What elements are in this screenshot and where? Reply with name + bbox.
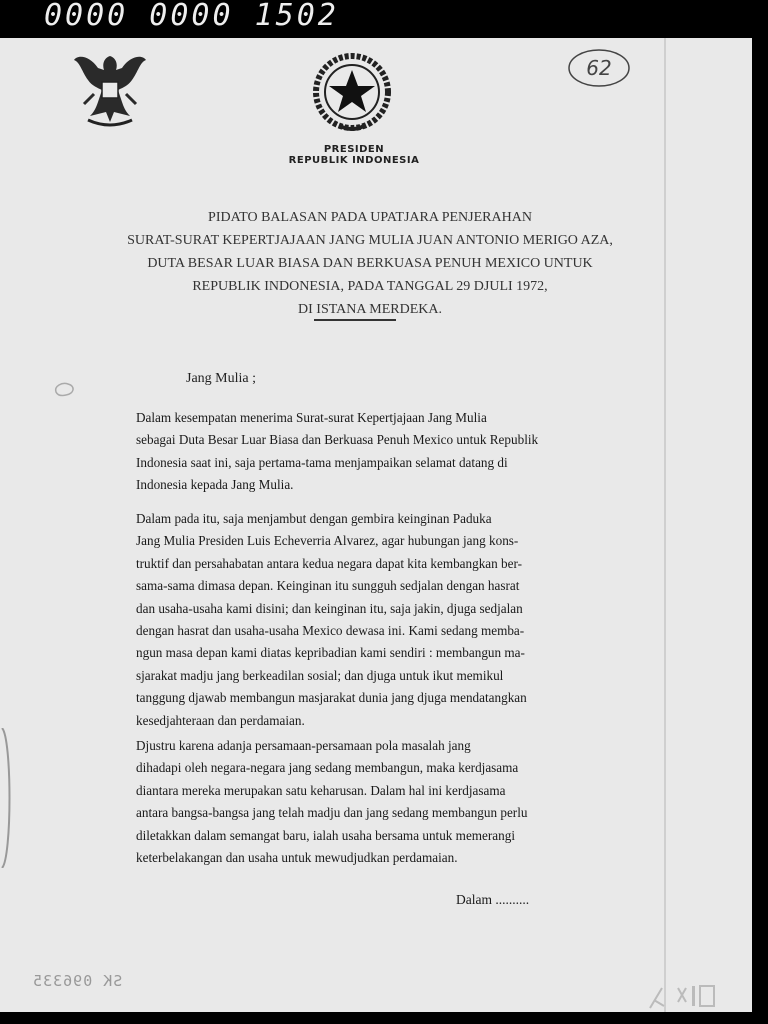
paragraph-line: Indonesia kepada Jang Mulia.: [136, 477, 294, 493]
paragraph-1: [136, 407, 636, 497]
document-page: [0, 38, 752, 1012]
title-line: SURAT-SURAT KEPERTJAJAAN JANG MULIA JUAN ANTONIO MERIGO AZA,: [127, 233, 613, 248]
paragraph-line: antara bangsa-bangsa jang telah madju dan jang sedang membangun perlu: [136, 805, 528, 821]
title-line: DUTA BESAR LUAR BIASA DAN BERKUASA PENUH MEXICO UNTUK: [147, 256, 593, 271]
paragraph-line: tanggung djawab membangun masjarakat dunia jang djuga mendatangkan: [136, 690, 527, 706]
paper-edge: [664, 38, 666, 1012]
paragraph-line: ngun masa depan kami diatas kepribadian kami sendiri : membangun ma-: [136, 645, 525, 661]
title-line: REPUBLIK INDONESIA, PADA TANGGAL 29 DJULI 1972,: [192, 279, 548, 294]
paragraph-line: keterbelakangan dan usaha untuk mewudjudkan perdamaian.: [136, 850, 458, 866]
presidential-seal-icon: [310, 50, 394, 134]
closing-text: Dalam ..........: [456, 892, 530, 907]
paragraph-line: dihadapi oleh negara-negara jang sedang membangun, maka kerdjasama: [136, 760, 519, 776]
paragraph-line: truktif dan persahabatan antara kedua negara dapat kita kembangkan ber-: [136, 555, 523, 571]
paragraph-line: sebagai Duta Besar Luar Biasa dan Berkuasa Penuh Mexico untuk Republik: [136, 432, 539, 448]
ink-blot-icon: [52, 380, 78, 398]
paragraph-2: [136, 508, 636, 732]
title-line: DI ISTANA MERDEKA.: [298, 302, 442, 317]
paragraph-line: diantara mereka merupakan satu keharusan. Dalam hal ini kerdjasama: [136, 782, 506, 798]
paragraph-line: kesedjahteraan dan perdamaian.: [136, 712, 305, 728]
letterhead-line-2: REPUBLIK INDONESIA: [288, 155, 420, 166]
paragraph-line: dengan hasrat dan usaha-usaha Mexico dewasa ini. Kami sedang memba-: [136, 623, 525, 639]
paragraph-line: Dalam pada itu, saja menjambut dengan gembira keinginan Paduka: [136, 511, 492, 526]
page-number-text: 62: [586, 56, 612, 80]
speech-title: [80, 206, 660, 321]
archive-stamp: SK 096335: [32, 972, 123, 990]
paragraph-line: Indonesia saat ini, saja pertama-tama menjampaikan selamat datang di: [136, 454, 508, 470]
title-underline: [314, 319, 396, 321]
paragraph-line: diletakkan dalam semangat baru, ialah usaha bersama untuk memerangi: [136, 827, 515, 843]
garuda-emblem-icon: [70, 46, 150, 130]
paragraph-line: dan usaha-usaha kami disini; dan keinginan itu, saja jakin, djuga sedjalan: [136, 600, 523, 616]
paragraph-line: sama-sama dimasa depan. Keinginan itu sungguh sedjalan dengan hasrat: [136, 578, 520, 594]
film-number: 0000 0000 1502: [44, 0, 339, 33]
letterhead-line-1: PRESIDEN: [323, 144, 385, 155]
paragraph-line: Dalam kesempatan menerima Surat-surat Kepertjajaan Jang Mulia: [136, 410, 487, 425]
page-number: [566, 46, 632, 90]
paragraph-line: Jang Mulia Presiden Luis Echeverria Alvarez, agar hubungan jang kons-: [136, 533, 519, 549]
binding-mark-icon: [0, 728, 14, 868]
corner-mark-icon: [640, 978, 720, 1012]
page-number-circle-icon: [566, 46, 632, 90]
letterhead: [0, 144, 708, 166]
title-line: PIDATO BALASAN PADA UPATJARA PENJERAHAN: [208, 210, 532, 225]
salutation: Jang Mulia ;: [186, 371, 256, 386]
paragraph-line: sjarakat madju jang berkeadilan sosial; dan djuga untuk ikut memikul: [136, 667, 504, 683]
paragraph-line: Djustru karena adanja persamaan-persamaan pola masalah jang: [136, 738, 471, 753]
paragraph-3: [136, 735, 636, 869]
